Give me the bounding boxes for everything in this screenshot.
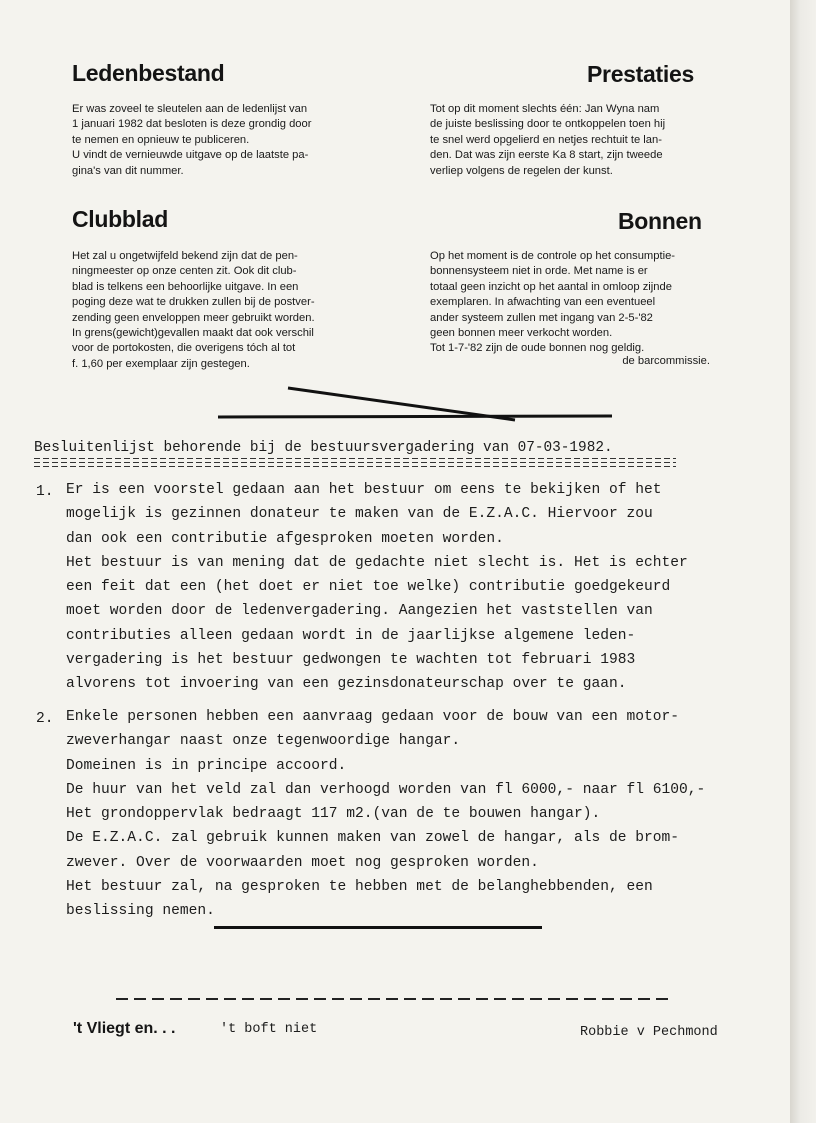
decision-list-title: Besluitenlijst behorende bij de bestuursvergadering van 07-03-1982. xyxy=(34,440,613,456)
decision-item-1: Er is een voorstel gedaan aan het bestuur om eens te bekijken of het mogelijk is gezinnen donateur te maken van de E.Z.A.C. Hiervoor zou dan ook een contributie afgesproken moeten worden. Het bestuur is van mening dat de gedachte niet slecht is. Het is echter een feit dat een (het doet er niet toe welke) contributie goedgekeurd moet worden door de ledenvergadering. Aangezien het vaststellen van contributies alleen gedaan wordt in de jaarlijkse algemene leden- vergadering is het bestuur gedwongen te wachten tot februari 1983 alvorens tot invoering van een gezinsdonateurschap over te gaan. xyxy=(66,482,688,693)
prestaties-heading: Prestaties xyxy=(587,61,694,87)
crossed-divider xyxy=(210,380,620,425)
footer-title: 't Vliegt en. . . xyxy=(73,1020,176,1037)
decision-number-2: 2. xyxy=(36,711,54,727)
page-edge xyxy=(790,0,816,1123)
closing-rule xyxy=(214,926,542,929)
clubblad-heading: Clubblad xyxy=(72,206,168,232)
ledenbestand-heading: Ledenbestand xyxy=(72,60,225,86)
decision-item-2: Enkele personen hebben een aanvraag gedaan voor de bouw van een motor- zweverhangar naast onze tegenwoordige hangar. Domeinen is in principe accoord. De huur van het veld zal dan verhoogd worden van fl 6000,- naar fl 6100,- Het grondoppervlak bedraagt 117 m2.(van de te bouwen hangar). De E.Z.A.C. zal gebruik kunnen maken van zowel de hangar, als de brom- zwever. Over de voorwaarden moet nog gesproken worden. Het bestuur zal, na gesproken te hebben met de belanghebbenden, een beslissing nemen. xyxy=(66,709,706,920)
clubblad-text: Het zal u ongetwijfeld bekend zijn dat de pen- ningmeester op onze centen zit. Ook dit club- blad is telkens een behoorlijke uitgave. In een poging deze wat te drukken zullen bij de postver- zending geen enveloppen meer gebruikt worden. In grens(gewicht)gevallen maakt dat ook verschil voor de portokosten, die overigens tóch al tot f. 1,60 per exemplaar zijn gestegen. xyxy=(72,250,315,370)
footer-author: Robbie v Pechmond xyxy=(580,1025,718,1040)
ledenbestand-text: Er was zoveel te sleutelen aan de ledenlijst van 1 januari 1982 dat besloten is deze grondig door te nemen en opnieuw te publiceren. U vindt de vernieuwde uitgave op de laatste pa- gina's van dit nummer. xyxy=(72,103,312,177)
footer-subtitle: 't boft niet xyxy=(220,1022,318,1037)
prestaties-text: Tot op dit moment slechts één: Jan Wyna nam de juiste beslissing door te ontkoppelen toen hij te snel werd opgelierd en netjes rechtuit te lan- den. Dat was zijn eerste Ka 8 start, zijn tweede verliep volgens de regelen der kunst. xyxy=(430,103,666,177)
decision-title-underline xyxy=(34,458,676,468)
dashed-separator xyxy=(116,998,674,1000)
bonnen-text: Op het moment is de controle op het consumptie- bonnensysteem niet in orde. Met name is er totaal geen inzicht op het aantal in omloop zijnde exemplaren. In afwachting van een eventueel ander systeem zullen met ingang van 2-5-'82 geen bonnen meer verkocht worden. Tot 1-7-'82 zijn de oude bonnen nog geldig. xyxy=(430,250,676,355)
bonnen-signature: de barcommissie. xyxy=(622,355,710,367)
bonnen-heading: Bonnen xyxy=(618,208,702,234)
decision-number-1: 1. xyxy=(36,484,54,500)
